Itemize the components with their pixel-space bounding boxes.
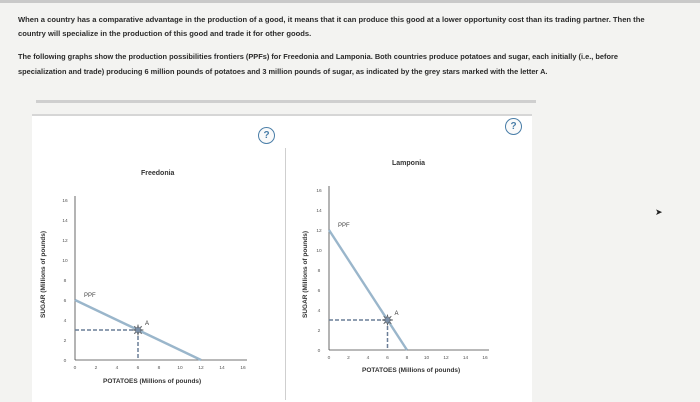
freedonia-x-tick-label: 14	[219, 366, 225, 371]
lamponia-y-tick-label: 16	[316, 189, 322, 194]
lamponia-y-tick-label: 10	[316, 249, 322, 254]
lamponia-x-tick-label: 2	[347, 356, 350, 361]
freedonia-y-tick-label: 14	[62, 219, 68, 224]
freedonia-x-tick-label: 4	[115, 366, 119, 371]
lamponia-y-tick-label: 4	[317, 309, 321, 314]
lamponia-ppf-line	[329, 230, 407, 350]
lamponia-y-axis-label: SUGAR (Millions of pounds)	[302, 230, 309, 318]
lamponia-x-tick-label: 10	[423, 356, 430, 361]
lamponia-point-a-star	[382, 315, 393, 326]
lamponia-x-tick-label: 4	[366, 356, 370, 361]
lamponia-y-tick-label: 6	[317, 289, 321, 294]
freedonia-y-tick-label: 4	[63, 319, 67, 324]
ppf-setup-text: The following graphs show the production possibilities frontiers (PPFs) for Freedonia and Lamponia. Both countries produce potatoes and sugar, each initially (i.e., before specialization and trade) producing 6 million pounds of potatoes and 3 million pounds of sugar, as indicated by the grey stars marked with the letter A.	[18, 52, 618, 76]
freedonia-y-tick-label: 2	[63, 339, 67, 344]
freedonia-x-tick-label: 12	[198, 366, 204, 371]
freedonia-x-tick-label: 8	[157, 366, 161, 371]
freedonia-x-tick-label: 16	[240, 366, 246, 371]
freedonia-y-tick-label: 12	[62, 239, 68, 244]
lamponia-y-tick-label: 8	[317, 269, 321, 274]
help-button-lamponia[interactable]: ?	[505, 118, 522, 135]
lamponia-y-tick-label: 2	[317, 329, 321, 334]
freedonia-ppf-label: PPF	[84, 293, 96, 299]
freedonia-point-a-label: A	[145, 321, 150, 327]
lamponia-x-axis-label: POTATOES (Millions of pounds)	[362, 367, 461, 374]
freedonia-x-tick-label: 2	[94, 366, 98, 371]
mouse-pointer-icon: ➤	[655, 207, 663, 217]
lamponia-y-tick-label: 12	[316, 229, 322, 234]
lamponia-x-tick-label: 6	[386, 356, 389, 361]
freedonia-x-axis-label: POTATOES (Millions of pounds)	[103, 378, 202, 385]
lamponia-x-tick-label: 0	[327, 356, 331, 361]
freedonia-y-tick-label: 16	[62, 199, 68, 204]
freedonia-point-a-star	[133, 325, 144, 336]
lamponia-x-tick-label: 12	[443, 356, 449, 361]
freedonia-y-axis-label: SUGAR (Millions of pounds)	[40, 230, 47, 318]
lamponia-y-tick-label: 14	[316, 209, 322, 214]
lamponia-ppf-label: PPF	[338, 223, 350, 229]
freedonia-y-tick-label: 10	[62, 259, 68, 264]
lamponia-title: Lamponia	[392, 160, 426, 167]
freedonia-y-tick-label: 6	[63, 299, 67, 304]
lamponia-x-tick-label: 8	[405, 356, 409, 361]
freedonia-x-tick-label: 0	[73, 366, 77, 371]
comparative-advantage-definition: When a country has a comparative advantage in the production of a good, it means that it can produce this good at a lower opportunity cost than its trading partner. Then the country will specialize in the production of this good and trade it for other goods.	[18, 15, 645, 38]
freedonia-y-tick-label: 0	[63, 359, 67, 364]
lamponia-y-tick-label: 0	[317, 349, 321, 354]
lamponia-x-tick-label: 16	[482, 356, 488, 361]
help-button-freedonia[interactable]: ?	[258, 127, 275, 144]
freedonia-x-tick-label: 6	[136, 366, 140, 371]
lamponia-point-a-label: A	[394, 311, 399, 317]
freedonia-x-tick-label: 10	[177, 366, 183, 371]
lamponia-x-tick-label: 14	[462, 356, 469, 361]
freedonia-title: Freedonia	[141, 170, 175, 177]
freedonia-y-tick-label: 8	[63, 279, 67, 284]
